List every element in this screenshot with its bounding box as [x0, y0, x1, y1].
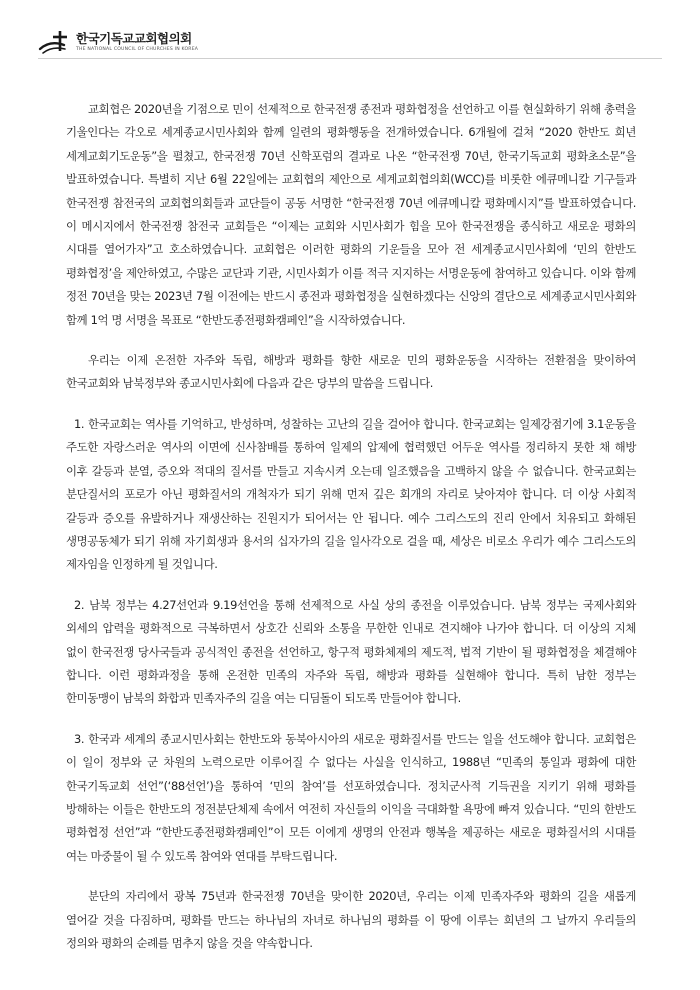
point-2-paragraph: 2. 남북 정부는 4.27선언과 9.19선언을 통해 선제적으로 사실 상의 종전을 이루었습니다. 남북 정부는 국제사회와 외세의 압력을 평화적으로 극복하면서 상호간 신뢰와 소통을 무한한 인내로 견지해야 나가야 합니다. 더 이상의 지체 없이 한국전쟁 당사국들과 공식적인 종전을 선언하고, 항구적 평화체제의 제도적, 법적 기반이 될 평화협정을 체결해야 합니다. 이런 평화과정을 통해 온전한 민족의 자주와 독립, 해방과 평화를 실현해야 합니다. 특히 남한 정부는 한미동맹이 남북의 화합과 민족자주의 길을 여는 디딤돌이 되도록 만들어야 합니다. — [66, 597, 636, 706]
letterhead — [38, 26, 338, 58]
header-divider — [38, 58, 662, 59]
point-3-paragraph: 3. 한국과 세계의 종교시민사회는 한반도와 동북아시아의 새로운 평화질서를 만드는 일을 선도해야 합니다. 교회협은 이 일이 정부와 군 차원의 노력으로만 이루어질 수 없다는 사실을 인식하고, 1988년 “민족의 통일과 평화에 대한 한국기독교회 선언”(‘88선언’)을 통하여 ‘민의 참여’를 선포하였습니다. 정치군사적 기득권을 지키기 위해 평화를 방해하는 이들은 한반도의 정전분단체제 속에서 여전히 자신들의 이익을 극대화할 욕망에 빠져 있습니다. “민의 한반도 평화협정 선언”과 “한반도종전평화캠페인”이 모든 이에게 생명의 안전과 행복을 제공하는 새로운 평화질서의 시대를 여는 마중물이 될 수 있도록 참여와 연대를 부탁드립니다. — [66, 731, 636, 863]
point-1-paragraph: 1. 한국교회는 역사를 기억하고, 반성하며, 성찰하는 고난의 길을 걸어야 합니다. 한국교회는 일제강점기에 3.1운동을 주도한 자랑스러운 역사의 이면에 신사참배를 통하여 일제의 압제에 협력했던 어두운 역사를 정리하지 못한 채 해방 이후 갈등과 분열, 증오와 적대의 질서를 만들고 지속시켜 오는데 일조했음을 고백하지 않을 수 없습니다. 한국교회는 분단질서의 포로가 아닌 평화질서의 개척자가 되기 위해 먼저 깊은 회개의 자리로 낮아져야 합니다. 더 이상 사회적 갈등과 증오를 유발하거나 재생산하는 진원지가 되어서는 안 됩니다. 예수 그리스도의 진리 안에서 치유되고 화해된 생명공동체가 되기 위해 자기희생과 용서의 십자가의 길을 일사각오로 걸을 때, 세상은 비로소 우리가 예수 그리스도의 제자임을 인정하게 될 것입니다. — [66, 416, 636, 572]
ncck-logo-icon — [38, 27, 72, 57]
document-body — [66, 98, 636, 972]
org-name: 한국기독교교회협의회 — [76, 30, 192, 46]
appeal-paragraph: 우리는 이제 온전한 자주와 독립, 해방과 평화를 향한 새로운 민의 평화운동을 시작하는 전환점을 맞이하여 한국교회와 남북정부와 종교시민사회에 다음과 같은 당부의 말씀을 드립니다. — [66, 353, 636, 391]
logo-text — [76, 32, 198, 53]
intro-paragraph: 교회협은 2020년을 기점으로 민이 선제적으로 한국전쟁 종전과 평화협정을 선언하고 이를 현실화하기 위해 총력을 기울인다는 각오로 세계종교시민사회와 함께 일련의 평화행동을 전개하였습니다. 6개월에 걸쳐 “2020 한반도 희년 세계교회기도운동”을 펼쳤고, 한국전쟁 70년 신학포럼의 결과로 나온 “한국전쟁 70년, 한국기독교회 평화초소문”을 발표하였습니다. 특별히 지난 6월 22일에는 교회협의 제안으로 세계교회협의회(WCC)를 비롯한 에큐메니칼 기구들과 한국전쟁 참전국의 교회협의회들과 교단들이 공동 서명한 “한국전쟁 70년 에큐메니칼 평화메시지”를 발표하였습니다. 이 메시지에서 한국전쟁 참전국 교회들은 “이제는 교회와 시민사회가 힘을 모아 한국전쟁을 종식하고 새로운 평화의 시대를 열어가자”고 호소하였습니다. 교회협은 이러한 평화의 기운들을 모아 전 세계종교시민사회에 ‘민의 한반도 평화협정’을 제안하였고, 수많은 교단과 기관, 시민사회가 이를 적극 지지하는 서명운동에 참여하고 있습니다. 이와 함께 정전 70년을 맞는 2023년 7월 이전에는 반드시 종전과 평화협정을 실현하겠다는 신앙의 결단으로 세계종교시민사회와 함께 1억 명 서명을 목표로 “한반도종전평화캠페인”을 시작하였습니다. — [66, 102, 636, 327]
org-name-en: THE NATIONAL COUNCIL OF CHURCHES IN KOREA — [76, 46, 199, 52]
closing-paragraph: 분단의 자리에서 광복 75년과 한국전쟁 70년을 맞이한 2020년, 우리는 이제 민족자주와 평화의 길을 새롭게 열어갈 것을 다짐하며, 평화를 만드는 하나님의 자녀로 하나님의 평화를 이 땅에 이루는 희년의 그 날까지 우리들의 정의와 평화의 순례를 멈추지 않을 것을 약속합니다. — [66, 889, 636, 950]
